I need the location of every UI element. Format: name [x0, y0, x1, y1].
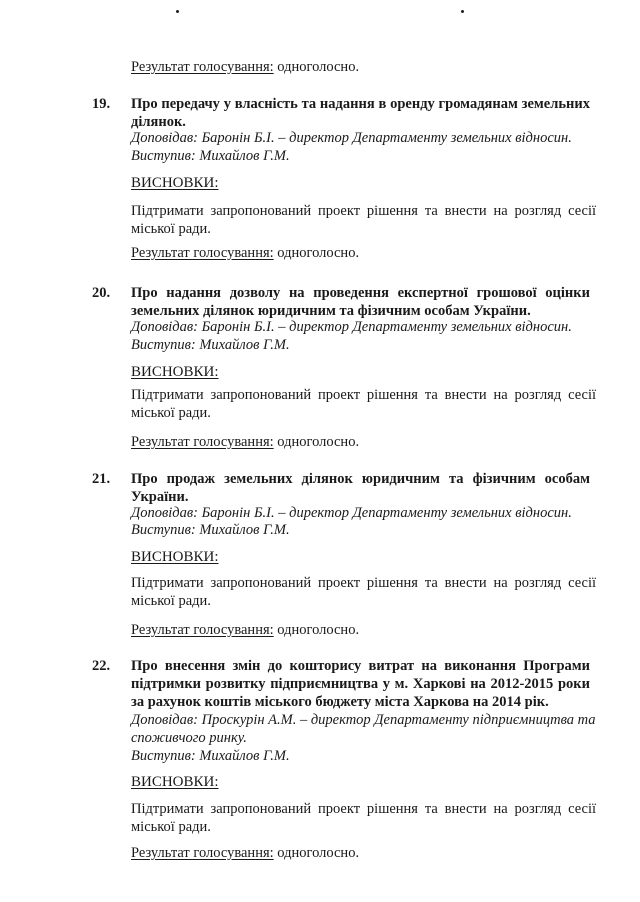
item-number: 19.	[92, 96, 111, 112]
item-number: 21.	[92, 471, 111, 487]
conclusions-label: ВИСНОВКИ:	[131, 364, 219, 380]
item-spoke: Виступив: Михайлов Г.М.	[131, 522, 290, 538]
vote-label: Результат голосування:	[131, 622, 274, 638]
scan-mark	[176, 10, 179, 13]
item-spoke: Виступив: Михайлов Г.М.	[131, 748, 290, 764]
item-speaker: Доповідав: Баронін Б.І. – директор Департаменту земельних відносин.	[131, 505, 572, 521]
vote-value: одноголосно.	[277, 59, 360, 75]
item-spoke: Виступив: Михайлов Г.М.	[131, 148, 290, 164]
item-number: 20.	[92, 285, 111, 301]
item-number: 22.	[92, 658, 111, 674]
vote-result	[131, 433, 359, 451]
conclusions-label: ВИСНОВКИ:	[131, 175, 219, 191]
item-title: Про продаж земельних ділянок юридичним та фізичним особам України.	[131, 471, 590, 505]
vote-label: Результат голосування:	[131, 845, 274, 861]
item-spoke: Виступив: Михайлов Г.М.	[131, 337, 290, 353]
item-title: Про надання дозволу на проведення експертної грошової оцінки земельних ділянок юридичним та фізичним особам України.	[131, 285, 590, 319]
conclusion-text: Підтримати запропонований проект рішення та внести на розгляд сесії міської ради.	[131, 387, 596, 421]
vote-result	[131, 844, 359, 862]
item-speaker: Доповідав: Баронін Б.І. – директор Департаменту земельних відносин.	[131, 319, 572, 335]
vote-label: Результат голосування:	[131, 59, 274, 75]
conclusion-text: Підтримати запропонований проект рішення та внести на розгляд сесії міської ради.	[131, 203, 596, 237]
conclusion-text: Підтримати запропонований проект рішення та внести на розгляд сесії міської ради.	[131, 801, 596, 835]
scan-mark	[461, 10, 464, 13]
item-title: Про передачу у власність та надання в оренду громадянам земельних ділянок.	[131, 96, 590, 130]
item-speaker: Доповідав: Баронін Б.І. – директор Департаменту земельних відносин.	[131, 130, 572, 146]
vote-label: Результат голосування:	[131, 245, 274, 261]
item-title: Про внесення змін до кошторису витрат на виконання Програми підтримки розвитку підприємництва у м. Харкові на 2012-2015 роки за рахунок коштів міського бюджету міста Харкова на 2014 рік.	[131, 658, 590, 710]
vote-value: одноголосно.	[277, 434, 360, 450]
vote-result	[131, 244, 359, 262]
conclusions-label: ВИСНОВКИ:	[131, 549, 219, 565]
vote-value: одноголосно.	[277, 245, 360, 261]
conclusion-text: Підтримати запропонований проект рішення та внести на розгляд сесії міської ради.	[131, 575, 596, 609]
vote-value: одноголосно.	[277, 622, 360, 638]
vote-result	[131, 58, 359, 76]
vote-label: Результат голосування:	[131, 434, 274, 450]
vote-result	[131, 621, 359, 639]
item-speaker: Доповідав: Проскурін А.М. – директор Департаменту підприємництва та споживчого ринку.	[131, 712, 596, 746]
vote-value: одноголосно.	[277, 845, 360, 861]
conclusions-label: ВИСНОВКИ:	[131, 774, 219, 790]
